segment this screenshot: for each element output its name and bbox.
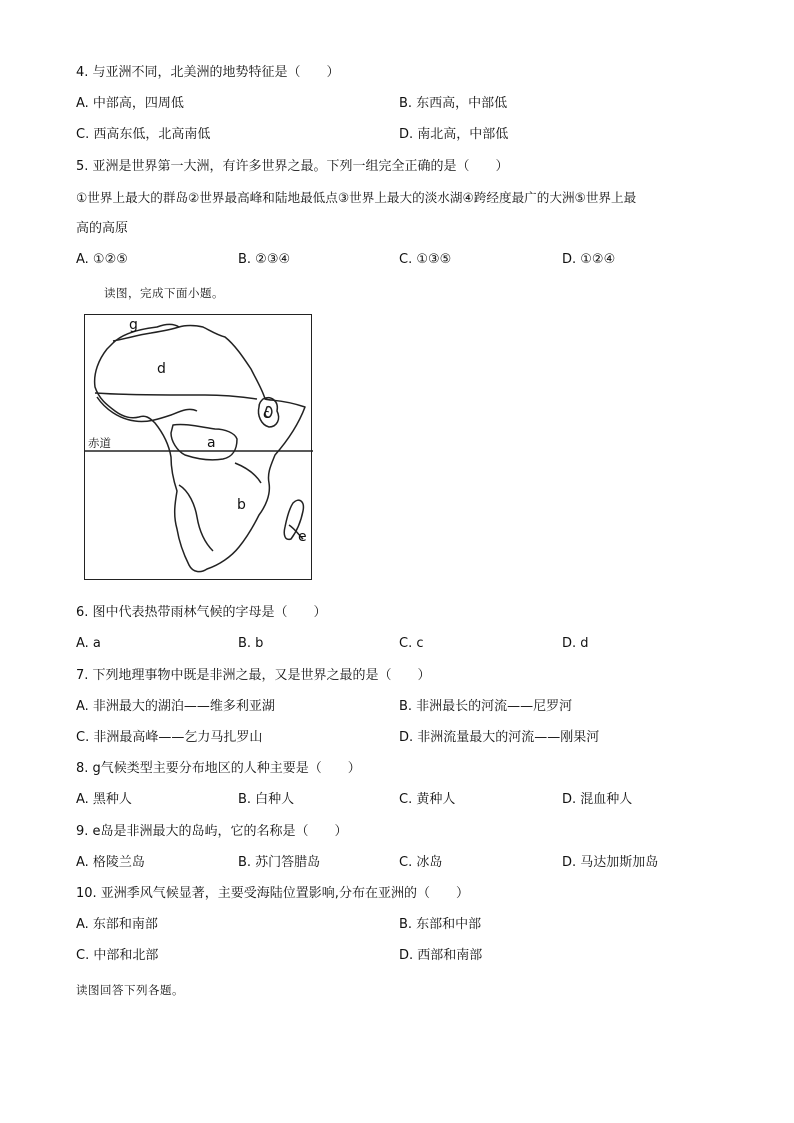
question-9-option-a[interactable]: A. 格陵兰岛	[76, 855, 145, 870]
question-6-option-c[interactable]: C. c	[399, 636, 424, 651]
question-5-detail-line-2: 高的高原	[76, 221, 129, 236]
question-4-option-a[interactable]: A. 中部高，四周低	[76, 96, 184, 111]
question-7-stem: 7. 下列地理事物中既是非洲之最，又是世界之最的是（ ）	[76, 668, 431, 683]
question-9-option-b[interactable]: B. 苏门答腊岛	[238, 855, 321, 870]
read-map-instruction: 读图，完成下面小题。	[104, 286, 224, 300]
question-10-stem: 10. 亚洲季风气候显著，主要受海陆位置影响,分布在亚洲的（ ）	[76, 886, 469, 901]
region-b-boundary	[179, 485, 213, 551]
map-label-g: g	[129, 317, 138, 333]
question-7-option-a[interactable]: A. 非洲最大的湖泊——维多利亚湖	[76, 699, 275, 714]
map-label-a: a	[207, 435, 216, 451]
question-8-option-b[interactable]: B. 白种人	[238, 792, 295, 807]
question-5-detail-line-1: ①世界上最大的群岛②世界最高峰和陆地最低点③世界上最大的淡水湖④跨经度最广的大洲⑤世界上最	[76, 190, 637, 205]
question-4-option-c[interactable]: C. 西高东低，北高南低	[76, 127, 211, 142]
question-9-option-c[interactable]: C. 冰岛	[399, 855, 443, 870]
question-10-option-c[interactable]: C. 中部和北部	[76, 948, 159, 963]
question-5-option-c[interactable]: C. ①③⑤	[399, 252, 452, 267]
map-label-b: b	[237, 497, 246, 513]
question-5-option-a[interactable]: A. ①②⑤	[76, 252, 128, 267]
question-5-option-d[interactable]: D. ①②④	[562, 252, 616, 267]
question-5-stem: 5. 亚洲是世界第一大洲，有许多世界之最。下列一组完全正确的是（ ）	[76, 159, 509, 174]
africa-coastline	[95, 324, 305, 571]
africa-climate-map	[84, 314, 312, 580]
question-6-option-d[interactable]: D. d	[562, 636, 589, 651]
africa-outline-drawing	[85, 315, 313, 581]
region-d-boundary	[95, 393, 257, 399]
question-7-option-b[interactable]: B. 非洲最长的河流——尼罗河	[399, 699, 573, 714]
question-7-option-d[interactable]: D. 非洲流量最大的河流——刚果河	[399, 730, 600, 745]
question-7-option-c[interactable]: C. 非洲最高峰——乞力马扎罗山	[76, 730, 263, 745]
question-8-option-c[interactable]: C. 黄种人	[399, 792, 456, 807]
question-8-stem: 8. g气候类型主要分布地区的人种主要是（ ）	[76, 761, 361, 776]
map-label-e: e	[298, 529, 307, 545]
question-6-stem: 6. 图中代表热带雨林气候的字母是（ ）	[76, 605, 327, 620]
question-9-stem: 9. e岛是非洲最大的岛屿，它的名称是（ ）	[76, 824, 348, 839]
equator-label: 赤道	[88, 436, 111, 450]
question-5-option-b[interactable]: B. ②③④	[238, 252, 291, 267]
map-label-d: d	[157, 361, 166, 377]
region-a-boundary	[171, 424, 237, 459]
question-8-option-d[interactable]: D. 混血种人	[562, 792, 633, 807]
question-6-option-a[interactable]: A. a	[76, 636, 101, 651]
question-10-option-d[interactable]: D. 西部和南部	[399, 948, 483, 963]
question-6-option-b[interactable]: B. b	[238, 636, 264, 651]
question-10-option-b[interactable]: B. 东部和中部	[399, 917, 482, 932]
question-4-option-b[interactable]: B. 东西高，中部低	[399, 96, 508, 111]
question-4-stem: 4. 与亚洲不同，北美洲的地势特征是（ ）	[76, 65, 340, 80]
question-8-option-a[interactable]: A. 黑种人	[76, 792, 132, 807]
question-10-option-a[interactable]: A. 东部和南部	[76, 917, 158, 932]
question-9-option-d[interactable]: D. 马达加斯加岛	[562, 855, 659, 870]
question-4-option-d[interactable]: D. 南北高，中部低	[399, 127, 509, 142]
map-label-c: c	[263, 407, 270, 421]
read-map-instruction-2: 读图回答下列各题。	[76, 983, 184, 997]
